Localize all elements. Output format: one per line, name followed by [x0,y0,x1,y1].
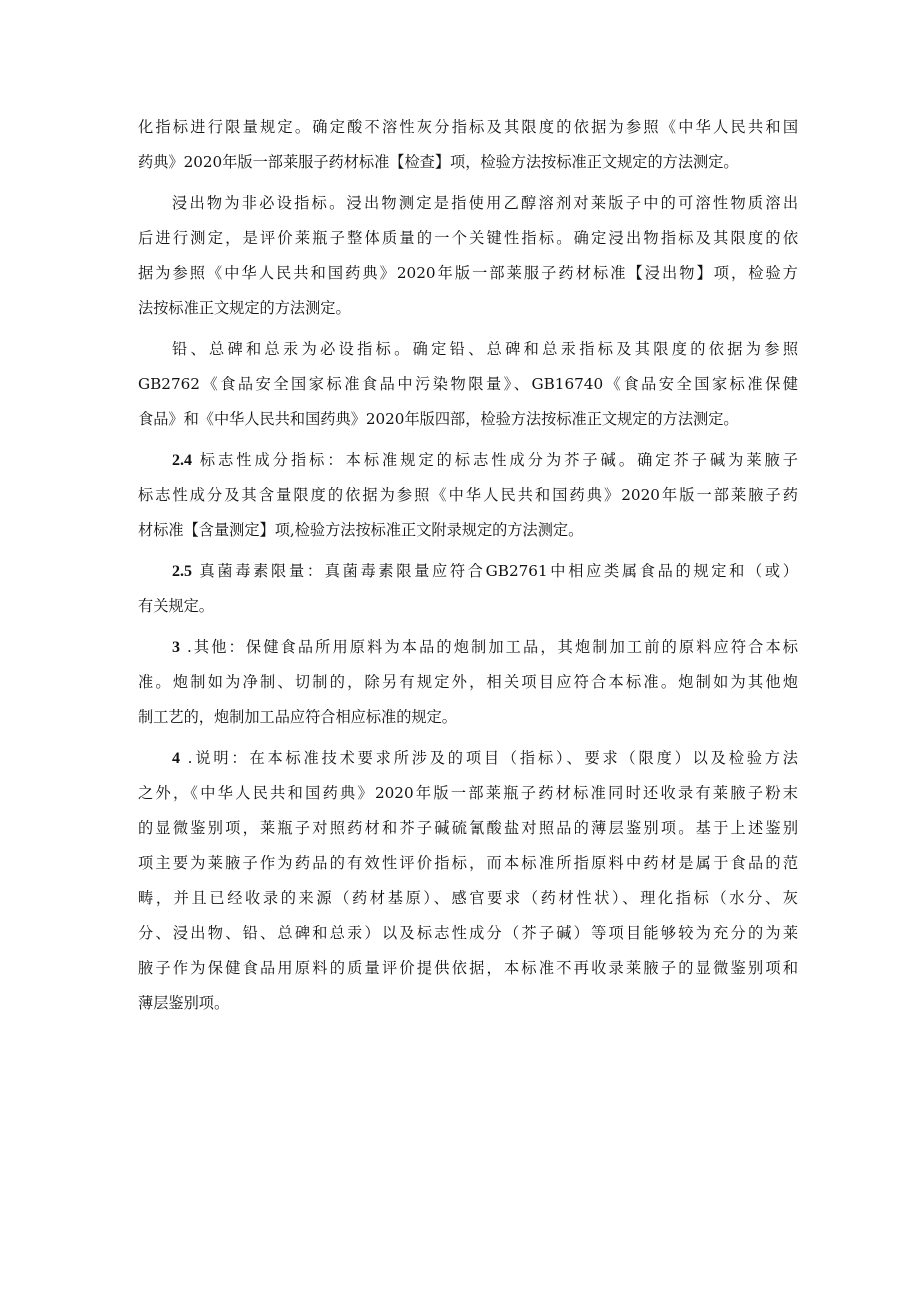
paragraph-extract [138,188,798,328]
text-line: 薄层鉴别项。 [138,994,230,1012]
text-line [138,743,798,778]
paragraph-heavy-metals [138,334,798,439]
text-line: 项主要为莱腋子作为药品的有效性评价指标，而本标准所指原料中药材是属于食品的范 [138,854,798,872]
text-line: 准。炮制如为净制、切制的，除另有规定外，相关项目应符合本标准。炮制如为其他炮 [138,673,798,691]
text-line [138,632,798,667]
text-line: GB2762《食品安全国家标准食品中污染物限量》、GB16740《食品安全国家标准保健 [138,375,798,393]
text-fragment: .说明：在本标准技术要求所涉及的项目（指标）、要求（限度）以及检验方法 [180,749,798,767]
text-line: 据为参照《中华人民共和国药典》2020年版一部莱服子药材标准【浸出物】项，检验方 [138,264,798,282]
text-line: 材标准【含量测定】项,检验方法按标准正文附录规定的方法测定。 [138,521,584,539]
text-line: 腋子作为保健食品用原料的质量评价提供依据，本标准不再收录莱腋子的显微鉴别项和 [138,959,798,977]
text-line: 食品》和《中华人民共和国药典》2020年版四部，检验方法按标准正文规定的方法测定。 [138,410,739,428]
text-line: 化指标进行限量规定。确定酸不溶性灰分指标及其限度的依据为参照《中华人民共和国 [138,118,798,136]
document-body [138,112,798,1023]
text-line: 的显微鉴别项，莱瓶子对照药材和芥子碱硫氰酸盐对照品的薄层鉴别项。基于上述鉴别 [138,819,798,837]
paragraph-marker-component [138,445,798,550]
text-line: 有关规定。 [138,597,214,615]
text-line: 后进行测定，是评价莱瓶子整体质量的一个关键性指标。确定浸出物指标及其限度的依 [138,229,798,247]
text-line: 法按标准正文规定的方法测定。 [138,299,351,317]
section-number: 2.5 [172,563,192,580]
paragraph-explanation [138,743,798,1023]
text-line [138,445,798,480]
paragraph-acid-insoluble-ash [138,112,798,182]
text-line [138,556,798,591]
text-line: 铅、总碑和总汞为必设指标。确定铅、总碑和总汞指标及其限度的依据为参照 [172,340,798,358]
text-fragment: .其他：保健食品所用原料为本品的炮制加工品，其炮制加工前的原料应符合本标 [180,638,798,656]
paragraph-mycotoxin [138,556,798,626]
section-number: 3 [172,639,180,656]
section-number: 4 [172,750,180,767]
paragraph-other [138,632,798,737]
text-line: 畴，并且已经收录的来源（药材基原）、感官要求（药材性状）、理化指标（水分、灰 [138,889,798,907]
text-line: 分、浸出物、铅、总碑和总汞）以及标志性成分（芥子碱）等项目能够较为充分的为莱 [138,924,798,942]
text-line: 标志性成分及其含量限度的依据为参照《中华人民共和国药典》2020年版一部莱腋子药 [138,486,798,504]
text-line: 制工艺的，炮制加工品应符合相应标准的规定。 [138,708,457,726]
section-number: 2.4 [172,452,192,469]
text-line: 浸出物为非必设指标。浸出物测定是指使用乙醇溶剂对莱版子中的可溶性物质溶出 [172,194,798,212]
text-line: 药典》2020年版一部莱服子药材标准【检查】项，检验方法按标准正文规定的方法测定。 [138,153,739,171]
text-fragment: 标志性成分指标：本标准规定的标志性成分为芥子碱。确定芥子碱为莱腋子 [192,451,798,469]
text-line: 之外，《中华人民共和国药典》2020年版一部莱瓶子药材标准同时还收录有莱腋子粉末 [138,784,798,802]
text-fragment: 真菌毒素限量：真菌毒素限量应符合GB2761中相应类属食品的规定和（或） [192,562,798,580]
